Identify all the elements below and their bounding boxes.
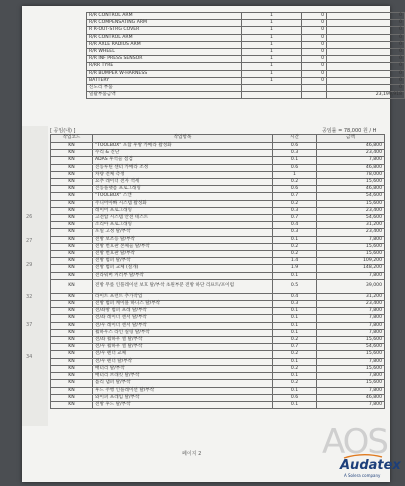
labor-cell-amount: 7,800: [317, 322, 385, 329]
labor-cell-hours: 0.1: [273, 308, 317, 315]
parts-cell-a: 0: [302, 20, 327, 27]
labor-cell-desc: 전방 번호판 탈/부착: [93, 251, 273, 258]
labor-cell-hours: 0.1: [273, 358, 317, 365]
labor-row: [51, 143, 385, 150]
labor-cell-hours: 0.1: [273, 315, 317, 322]
labor-cell-amount: 7,800: [317, 358, 385, 365]
audatex-logo: Audatex: [340, 458, 401, 473]
labor-cell-code: KN: [51, 200, 93, 207]
labor-cell-desc: 전방 범퍼 케이블 하니스 탈/부착: [93, 301, 273, 308]
labor-cell-code: KN: [51, 229, 93, 236]
labor-cell-desc: 레이어 프로그래밍: [93, 207, 273, 214]
labor-cell-code: KN: [51, 179, 93, 186]
labor-cell-amount: 7,800: [317, 236, 385, 243]
labor-cell-desc: 전/우 레이더 센서 탈/부착: [93, 322, 273, 329]
parts-cell-b: 0: [327, 41, 405, 48]
labor-row: [51, 387, 385, 394]
labor-cell-hours: 0.6: [273, 143, 317, 150]
labor-cell-code: KN: [51, 351, 93, 358]
labor-cell-desc: "TOOLBOX" 포함 후방 카메라 활성화: [93, 143, 273, 150]
parts-cell-qty: 1: [242, 27, 302, 34]
labor-cell-hours: 0.2: [273, 243, 317, 250]
labor-cell-amount: 78,000: [317, 171, 385, 178]
labor-cell-code: KN: [51, 215, 93, 222]
labor-cell-code: KN: [51, 164, 93, 171]
labor-row: [51, 380, 385, 387]
labor-cell-amount: 7,800: [317, 329, 385, 336]
labor-cell-desc: 배터리 탈/부착: [93, 365, 273, 372]
labor-cell-code: KN: [51, 207, 93, 214]
labor-cell-amount: 31,200: [317, 222, 385, 229]
labor-cell-desc: 전/좌 레이더 센서 탈/부착: [93, 315, 273, 322]
parts-row: [87, 20, 405, 27]
labor-cell-desc: 전/우 펜더 탈/부착: [93, 358, 273, 365]
labor-cell-hours: 0.7: [273, 344, 317, 351]
labor-cell-desc: 전/우 펜더 교체: [93, 351, 273, 358]
labor-cell-amount: 46,800: [317, 143, 385, 150]
parts-cell-a: 0: [302, 34, 327, 41]
header-hours: 시간: [273, 135, 317, 143]
labor-cell-hours: 0.1: [273, 401, 317, 408]
header-code: 작업코드: [51, 135, 93, 143]
document-page: [22, 6, 402, 482]
labor-cell-amount: 7,800: [317, 401, 385, 408]
labor-cell-amount: 15,600: [317, 365, 385, 372]
parts-cell-a: 0: [302, 56, 327, 63]
parts-cell-qty: 1: [242, 70, 302, 77]
labor-cell-desc: 진동루틴 센터 카메라 조정: [93, 164, 273, 171]
labor-cell-amount: 23,400: [317, 207, 385, 214]
parts-cell-a: 0: [302, 70, 327, 77]
audatex-logo-sub: A Solera company: [344, 473, 381, 478]
parts-cell-qty: 1: [242, 49, 302, 56]
labor-row: [51, 200, 385, 207]
labor-cell-code: KN: [51, 150, 93, 157]
parts-cell-qty: 1: [242, 34, 302, 41]
labor-cell-desc: 진동플랫폼 프로그래밍: [93, 186, 273, 193]
labor-row: [51, 373, 385, 380]
labor-cell-amount: 15,600: [317, 179, 385, 186]
parts-cell-b: 0: [327, 56, 405, 63]
labor-cell-desc: 포일 고정 탈/부착: [93, 229, 273, 236]
parts-row: [87, 56, 405, 63]
parts-cell-a: 0: [302, 63, 327, 70]
labor-rate: 공임률 = 78,000 원 / H: [322, 128, 377, 134]
labor-cell-code: KN: [51, 265, 93, 272]
parts-cell-a: 0: [302, 49, 327, 56]
labor-row: [51, 358, 385, 365]
labor-cell-code: KN: [51, 279, 93, 293]
labor-cell-desc: 전/우 휠하우 셀 탈/부착: [93, 344, 273, 351]
parts-cell-b: 0: [327, 49, 405, 56]
labor-cell-hours: 0.2: [273, 337, 317, 344]
parts-cell-name: R/R WHEEL: [87, 49, 242, 56]
labor-cell-hours: 0.7: [273, 215, 317, 222]
parts-cell-b: 0: [327, 27, 405, 34]
labor-cell-code: KN: [51, 380, 93, 387]
labor-cell-desc: 차량 전체 측정: [93, 171, 273, 178]
parts-row: [87, 34, 405, 41]
labor-cell-amount: 39,000: [317, 279, 385, 293]
parts-row: [87, 49, 405, 56]
labor-cell-hours: 0.7: [273, 193, 317, 200]
labor-cell-amount: 15,600: [317, 351, 385, 358]
parts-cell-b: 0: [327, 77, 405, 84]
labor-cell-hours: 0.2: [273, 251, 317, 258]
labor-cell-desc: 후드 주행 인플레이션 탈/부착: [93, 387, 273, 394]
labor-cell-hours: 1.4: [273, 258, 317, 265]
labor-cell-hours: 0.4: [273, 222, 317, 229]
labor-row: [51, 229, 385, 236]
underlying-page-edge: 26 27 29 32 37 34: [22, 126, 48, 426]
labor-cell-code: KN: [51, 251, 93, 258]
labor-cell-hours: 0.3: [273, 229, 317, 236]
labor-row: [51, 243, 385, 250]
parts-cell-b: 0: [327, 34, 405, 41]
labor-cell-amount: 15,600: [317, 243, 385, 250]
labor-row: [51, 308, 385, 315]
labor-cell-code: KN: [51, 394, 93, 401]
parts-cell-name: R/R AXLE RADIUS ARM: [87, 41, 242, 48]
labor-row: [51, 164, 385, 171]
labor-row: [51, 186, 385, 193]
labor-row: [51, 301, 385, 308]
parts-cell-qty: 1: [242, 41, 302, 48]
labor-cell-amount: 23,400: [317, 150, 385, 157]
labor-cell-hours: 0.1: [273, 322, 317, 329]
labor-row: [51, 272, 385, 279]
labor-cell-desc: 수리 & 진단: [93, 150, 273, 157]
labor-row: [51, 171, 385, 178]
labor-cell-desc: ADAS 후석들 점검: [93, 157, 273, 164]
labor-cell-code: KN: [51, 322, 93, 329]
labor-cell-amount: 7,800: [317, 157, 385, 164]
parts-cell-name: R/R BUMPER W-HARNESS: [87, 70, 242, 77]
labor-cell-hours: 0.1: [273, 373, 317, 380]
parts-cell-name: R/R CONTROL ARM: [87, 34, 242, 41]
labor-cell-amount: 54,600: [317, 193, 385, 200]
labor-table: [50, 134, 385, 409]
parts-cell-a: 0: [302, 77, 327, 84]
labor-cell-code: KN: [51, 193, 93, 200]
labor-row: [51, 329, 385, 336]
parts-cell-a: 0: [302, 27, 327, 34]
labor-row: [51, 207, 385, 214]
parts-cell-name: R/RR TYRE: [87, 63, 242, 70]
labor-cell-hours: 0.4: [273, 293, 317, 300]
labor-cell-amount: 54,600: [317, 215, 385, 222]
labor-row: [51, 215, 385, 222]
labor-cell-hours: 0.2: [273, 365, 317, 372]
labor-cell-desc: 고전압 시스템 안전 테스트: [93, 215, 273, 222]
labor-cell-desc: 전방 범퍼 탈/부착: [93, 258, 273, 265]
labor-cell-amount: 31,200: [317, 293, 385, 300]
parts-cell-qty: 1: [242, 13, 302, 20]
labor-cell-amount: 23,400: [317, 301, 385, 308]
labor-cell-hours: 0.3: [273, 301, 317, 308]
parts-cell-name: R/R INF PRESS SENSOR: [87, 56, 242, 63]
labor-cell-desc: "TOOLBOX" 스캔: [93, 193, 273, 200]
labor-cell-hours: 0.2: [273, 200, 317, 207]
labor-cell-desc: 주니어아빠 시스템 활성화: [93, 200, 273, 207]
labor-cell-code: KN: [51, 401, 93, 408]
labor-cell-amount: 46,800: [317, 164, 385, 171]
labor-cell-amount: 15,600: [317, 251, 385, 258]
header-amount: 금액: [317, 135, 385, 143]
labor-cell-hours: 0.3: [273, 150, 317, 157]
labor-cell-code: KN: [51, 186, 93, 193]
parts-subtotal-row: 신도리 부품 0: [87, 85, 405, 92]
labor-cell-code: KN: [51, 222, 93, 229]
labor-cell-amount: 15,600: [317, 200, 385, 207]
labor-cell-hours: 0.6: [273, 394, 317, 401]
labor-row: [51, 315, 385, 322]
labor-cell-amount: 7,800: [317, 315, 385, 322]
labor-cell-code: KN: [51, 143, 93, 150]
labor-cell-amount: 46,800: [317, 186, 385, 193]
header-desc: 작업항목: [93, 135, 273, 143]
parts-cell-b: 0: [327, 70, 405, 77]
parts-cell-qty: 1: [242, 20, 302, 27]
labor-cell-code: KN: [51, 373, 93, 380]
labor-cell-code: KN: [51, 157, 93, 164]
labor-cell-code: KN: [51, 358, 93, 365]
labor-cell-hours: 0.6: [273, 164, 317, 171]
labor-cell-hours: 0.3: [273, 207, 317, 214]
labor-cell-hours: 0.5: [273, 279, 317, 293]
parts-cell-name: R/R CONTROL ARM: [87, 13, 242, 20]
labor-cell-code: KN: [51, 171, 93, 178]
labor-row: [51, 365, 385, 372]
labor-cell-code: KN: [51, 243, 93, 250]
labor-cell-hours: 0.1: [273, 387, 317, 394]
labor-cell-desc: 틀리 댐퍼 탈/부착: [93, 380, 273, 387]
labor-row: [51, 394, 385, 401]
labor-cell-amount: 7,800: [317, 308, 385, 315]
labor-header-row: [51, 135, 385, 143]
parts-cell-b: 0: [327, 63, 405, 70]
labor-cell-desc: 전/좌방 범퍼 프레 탈/부착: [93, 308, 273, 315]
labor-cell-hours: 0.1: [273, 272, 317, 279]
labor-cell-desc: 와이퍼 프레임 탈/부착: [93, 394, 273, 401]
labor-cell-code: KN: [51, 344, 93, 351]
labor-cell-desc: 전/좌 휠하우 셀 탈/부착: [93, 337, 273, 344]
parts-cell-name: BATTERY: [87, 77, 242, 84]
labor-row: [51, 344, 385, 351]
labor-row: [51, 265, 385, 272]
parts-cell-qty: 1: [242, 77, 302, 84]
parts-cell-qty: 1: [242, 63, 302, 70]
labor-cell-desc: 요추 레이더 전자 석세: [93, 179, 273, 186]
parts-row: [87, 63, 405, 70]
labor-cell-code: KN: [51, 315, 93, 322]
labor-cell-code: KN: [51, 236, 93, 243]
labor-cell-desc: 소리아 프로그래밍: [93, 222, 273, 229]
parts-cell-qty: 1: [242, 56, 302, 63]
labor-cell-amount: 7,800: [317, 272, 385, 279]
labor-cell-code: KN: [51, 272, 93, 279]
parts-cell-name: R R-OUT-STRG COVER: [87, 27, 242, 34]
labor-cell-desc: 전방 범퍼 교체 (절개): [93, 265, 273, 272]
labor-cell-amount: 15,600: [317, 380, 385, 387]
labor-row: [51, 157, 385, 164]
labor-cell-desc: 라이트 프런트 추가작업: [93, 293, 273, 300]
labor-cell-code: KN: [51, 329, 93, 336]
labor-row: [51, 279, 385, 293]
parts-row: [87, 70, 405, 77]
labor-cell-code: KN: [51, 337, 93, 344]
parts-total-row: 일괄부품금액 23,199,918: [87, 92, 405, 99]
labor-row: [51, 251, 385, 258]
parts-row: [87, 77, 405, 84]
labor-cell-code: KN: [51, 258, 93, 265]
labor-cell-amount: 54,600: [317, 344, 385, 351]
parts-row: [87, 27, 405, 34]
page-number: 페이지 2: [182, 451, 202, 457]
labor-cell-amount: 109,200: [317, 258, 385, 265]
labor-cell-desc: 휠하우스 라인 실링 탈/부착: [93, 329, 273, 336]
parts-row: [87, 41, 405, 48]
labor-cell-hours: 0.2: [273, 179, 317, 186]
labor-row: [51, 179, 385, 186]
labor-cell-amount: 23,400: [317, 229, 385, 236]
labor-cell-code: KN: [51, 308, 93, 315]
labor-cell-hours: 0.2: [273, 351, 317, 358]
labor-cell-code: KN: [51, 293, 93, 300]
parts-cell-a: 0: [302, 41, 327, 48]
labor-cell-hours: 0.1: [273, 157, 317, 164]
labor-cell-desc: 배터리 브래킷 탈/부착: [93, 373, 273, 380]
labor-row: [51, 401, 385, 408]
labor-cell-hours: 0.1: [273, 329, 317, 336]
labor-cell-amount: 46,800: [317, 394, 385, 401]
labor-cell-code: KN: [51, 301, 93, 308]
labor-cell-hours: 0.1: [273, 236, 317, 243]
labor-cell-desc: 전방 후드 탈/부착: [93, 401, 273, 408]
parts-table: [86, 12, 405, 99]
parts-cell-b: 0: [327, 20, 405, 27]
labor-row: [51, 193, 385, 200]
labor-section-title: [ 공임(내) ]: [50, 128, 76, 134]
watermark: AOS: [322, 422, 388, 462]
labor-cell-desc: 전방 무릎 인플레이션 보호 탈/부착 초원부분 전방 하단 리프트/포이럼: [93, 279, 273, 293]
labor-cell-hours: 1.9: [273, 265, 317, 272]
labor-cell-desc: 전라워버 커러부 탈/부착: [93, 272, 273, 279]
labor-cell-desc: 전방 보조등 탈/부착: [93, 236, 273, 243]
labor-cell-hours: 1: [273, 171, 317, 178]
labor-cell-amount: 7,800: [317, 373, 385, 380]
labor-cell-hours: 0.2: [273, 380, 317, 387]
labor-row: [51, 258, 385, 265]
labor-cell-code: KN: [51, 365, 93, 372]
parts-cell-name: R/R COMPENSATING ARM: [87, 20, 242, 27]
labor-row: [51, 351, 385, 358]
labor-row: [51, 293, 385, 300]
labor-row: [51, 337, 385, 344]
labor-row: [51, 322, 385, 329]
labor-cell-desc: 전방 번호판 본체들 탈/부착: [93, 243, 273, 250]
parts-cell-a: 0: [302, 13, 327, 20]
parts-cell-b: 0: [327, 13, 405, 20]
labor-cell-amount: 7,800: [317, 387, 385, 394]
labor-row: [51, 236, 385, 243]
labor-cell-amount: 15,600: [317, 337, 385, 344]
labor-row: [51, 222, 385, 229]
labor-row: [51, 150, 385, 157]
labor-cell-hours: 0.6: [273, 186, 317, 193]
labor-cell-code: KN: [51, 387, 93, 394]
parts-row: [87, 13, 405, 20]
labor-cell-amount: 148,200: [317, 265, 385, 272]
